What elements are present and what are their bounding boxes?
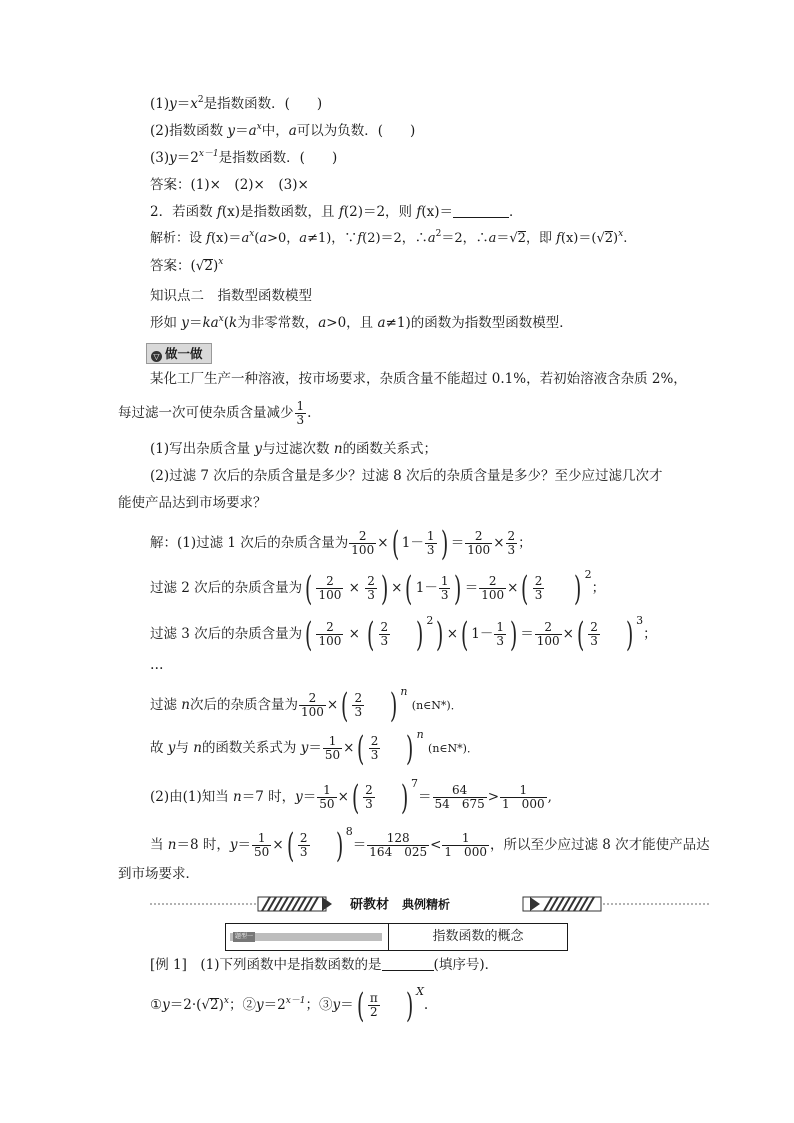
knowledge-point-2-title: 知识点二 指数型函数模型 [150,288,312,304]
banner-title: 研教材 [350,897,390,912]
banner-subtitle: 典例精析 [402,897,451,912]
question-1-1: $(1)y=x^2$是指数函数．( ) [150,95,323,112]
topic-box [225,923,568,951]
analysis-2: 解析：设 $f(x)=a^x(a>0$，a≠1)，∵f(2)＝2，$\therefore a^2=2$，∴a＝√2，即 $f(x)=(√2)^x$. [150,229,628,246]
example-1-question: [例 1] (1)下列函数中是指数函数的是 (填序号)． [150,957,499,973]
part-2-n7: (2)由(1)知当 n＝7 时，y＝ $\frac{1}{50}$ ×( $\frac{2}{3}$ ) $^7$＝ $\frac{64}{54 675}$ > $\frac{1}{1 000}$ , [150,777,552,818]
solution-row-3: 过滤 3 次后的杂质含量为( $\frac{2}{100}$ × ( $\frac{2}{3}$ ) $^2$) ×( 1－ $\frac{1}{3}$ ) ＝ $\frac{2}{100}$ ×( $\frac{2}{3}$ ) $^3$； [150,614,657,655]
topic-title: 指数函数的概念 [432,929,524,944]
solution-row-2: 过滤 2 次后的杂质含量为( $\frac{2}{100}$ × $\frac{2}{3}$ ) ×( 1－ $\frac{1}{3}$ ) ＝ $\frac{2}{100}$ ×( $\frac{2}{3}$ ) $^2$； [150,568,606,609]
answer-1: 答案：(1)× (2)× (3)× [150,177,309,193]
answer-2: 答案：$(√2)^x$ [150,257,224,274]
triangle-down-icon: ▽ [151,351,162,362]
topic-tag-area [226,924,389,950]
part-2-n8: 当 n＝8 时，y＝ $\frac{1}{50}$ ×( $\frac{2}{3}$ ) $^8$＝ $\frac{128}{164 025}$ < $\frac{1}{1 000}$ ，所以至少应过滤 8 次才能使产品达 [150,825,710,866]
example-1-choices: $①y=2\cdot(√2)^x$；$②y=2^{x-1}$；③y＝( $\frac{\pi}{2}$ ) $^X$. [150,985,429,1026]
hatched-bar-right-icon [523,897,601,911]
solution-row-n: 过滤 n次后的杂质含量为 $\frac{2}{100}$ ×( $\frac{2}{3}$ ) $^n$ (n∈N*)． [150,685,462,726]
function-relation: 故 y与 n的函数关系式为 y＝ $\frac{1}{50}$ ×( $\frac{2}{3}$ ) $^n$ (n∈N*)． [150,728,478,769]
problem-sub-1: (1)写出杂质含量 y与过滤次数 n的函数关系式； [150,441,438,457]
ellipsis: … [150,657,164,673]
topic-tag: 题型一 [235,933,254,940]
hatched-bar-left-icon [258,897,332,911]
try-it-badge: ▽ 做一做 [146,343,212,364]
section-banner [150,896,710,912]
problem-sub-2a: (2)过滤 7 次后的杂质含量是多少？过滤 8 次后的杂质含量是多少？至少应过滤几次才 [150,468,663,484]
answer-blank [453,217,509,218]
conclusion: 到市场要求． [118,866,199,882]
question-2: 2．若函数 f(x)是指数函数，且 f(2)＝2，则 f(x)＝ ． [150,204,523,220]
answer-blank [382,970,434,971]
problem-line-2: 每过滤一次可使杂质含量减少 $\frac{1}{3}$ . [118,399,312,427]
question-1-3: $(3)y=2^{x-1}$是指数函数．( ) [150,149,338,166]
problem-sub-2b: 能使产品达到市场要求？ [118,495,267,511]
knowledge-point-2-definition: 形如 $y=ka^x(k$为非零常数，a>0，且 a≠1)的函数为指数型函数模型． [150,314,573,331]
problem-line-1: 某化工厂生产一种溶液，按市场要求，杂质含量不能超过 0.1%，若初始溶液含杂质 2%， [150,371,687,387]
question-1-2: (2)指数函数 $y=a^x$中，a可以为负数．( ) [150,122,416,139]
solution-row-1: 解：(1)过滤 1 次后的杂质含量为 $\frac{2}{100}$ ×( 1－ $\frac{1}{3}$ ) ＝ $\frac{2}{100}$ × $\frac{2}{3}$ ； [150,523,532,564]
